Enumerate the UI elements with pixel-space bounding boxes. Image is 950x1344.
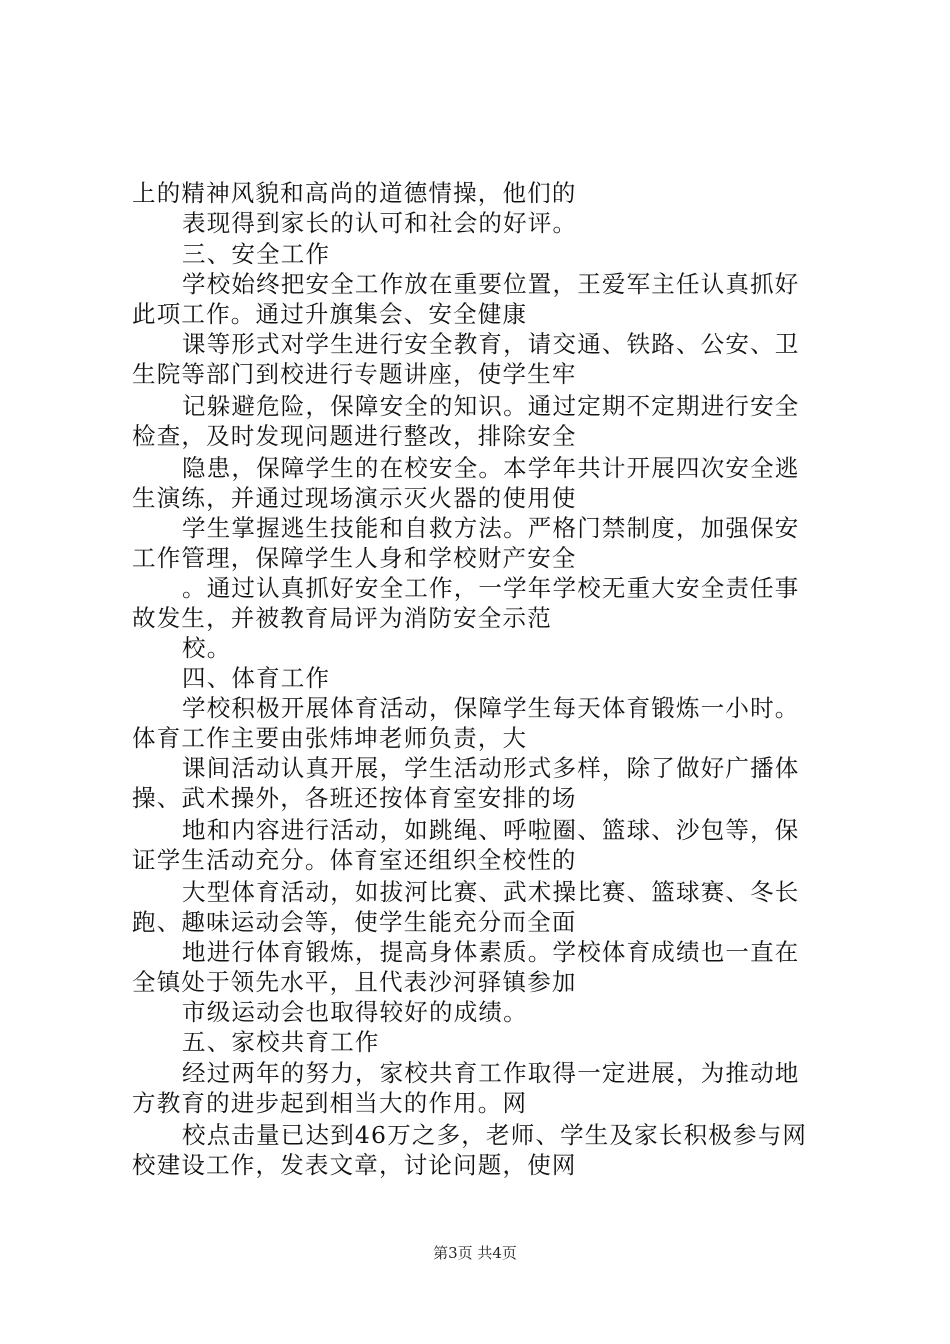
document-line: 体育工作主要由张炜坤老师负责，大 [132,724,528,752]
document-line: 跑、趣味运动会等，使学生能充分而全面 [132,908,577,936]
document-line: 学校始终把安全工作放在重要位置，王爱军主任认真抓好 [182,270,800,298]
document-line: 隐患，保障学生的在校安全。本学年共计开展四次安全逃 [182,454,800,482]
document-line: 方教育的进步起到相当大的作用。网 [132,1089,528,1117]
document-line: 记躲避危险，保障安全的知识。通过定期不定期进行安全 [182,392,800,420]
document-line: 校点击量已达到46万之多，老师、学生及家长积极参与网 [182,1121,808,1149]
document-line: 表现得到家长的认可和社会的好评。 [182,209,578,237]
document-line: 五、家校共育工作 [182,1028,380,1056]
document-line: 工作管理，保障学生人身和学校财产安全 [132,544,577,572]
document-line: 课等形式对学生进行安全教育，请交通、铁路、公安、卫 [182,330,800,358]
document-line: 检查，及时发现问题进行整改，排除安全 [132,422,577,450]
document-line: 全镇处于领先水平，且代表沙河驿镇参加 [132,968,577,996]
document-line: 故发生，并被教育局评为消防安全示范 [132,604,552,632]
document-line: 生演练，并通过现场演示灭火器的使用使 [132,484,577,512]
document-line: 三、安全工作 [182,240,331,268]
document-line: 证学生活动充分。体育室还组织全校性的 [132,846,577,874]
document-line: 大型体育活动，如拔河比赛、武术操比赛、篮球赛、冬长 [182,878,800,906]
document-line: 校建设工作，发表文章，讨论问题，使网 [132,1151,577,1179]
document-line: 学生掌握逃生技能和自救方法。严格门禁制度，加强保安 [182,514,800,542]
document-line: 地进行体育锻炼，提高身体素质。学校体育成绩也一直在 [182,938,800,966]
document-line: 四、体育工作 [182,664,331,692]
document-line: 市级运动会也取得较好的成绩。 [182,998,528,1026]
document-line: 生院等部门到校进行专题讲座，使学生牢 [132,360,577,388]
document-line: 校。 [182,634,232,662]
document-line: 。通过认真抓好安全工作，一学年学校无重大安全责任事 [182,574,800,602]
page-footer: 第3页 共4页 [433,1244,517,1262]
document-line: 课间活动认真开展，学生活动形式多样，除了做好广播体 [182,754,800,782]
document-line: 经过两年的努力，家校共育工作取得一定进展，为推动地 [182,1059,800,1087]
document-line: 上的精神风貌和高尚的道德情操，他们的 [132,179,577,207]
document-line: 学校积极开展体育活动，保障学生每天体育锻炼一小时。 [182,694,800,722]
document-line: 地和内容进行活动，如跳绳、呼啦圈、篮球、沙包等，保 [182,816,800,844]
document-line: 操、武术操外，各班还按体育室安排的场 [132,784,577,812]
document-line: 此项工作。通过升旗集会、安全健康 [132,300,528,328]
